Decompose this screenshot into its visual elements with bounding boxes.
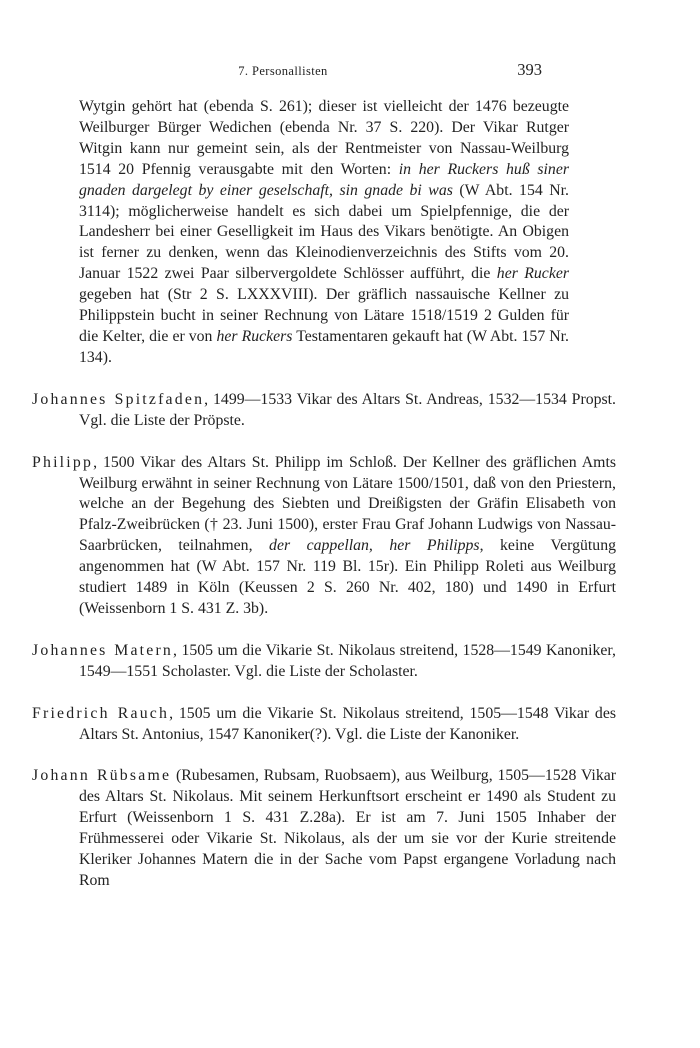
quotation: her Ruckers (216, 327, 293, 345)
person-name: Johannes Matern (32, 641, 174, 659)
quotation: der cappellan, her Philipps (269, 537, 480, 555)
person-entry (32, 453, 616, 620)
person-name: Philipp (32, 453, 94, 471)
text-run: (Rubesamen, Rubsam, Ruobsaem), aus Weilburg, 1505—1528 Vikar des Altars St. Nikolaus. Mit seinem Herkunftsort erscheint er 1490 als Student zu Erfurt (Weissenborn 1 S. 431 Z.28a). Er ist am 7. Juni 1505 Inhaber der Frühmesserei oder Vikarie St. Nikolaus, als der um sie vor der Kurie streitende Kleriker Johannes Matern die in der Sache vom Papst ergangene Vorladung nach Rom (79, 767, 616, 889)
paragraph-gap (0, 369, 700, 390)
person-name: Friedrich Rauch (32, 704, 170, 722)
text-run: , 1500 Vikar des Altars St. Philipp im Schloß. Der Kellner des gräflichen Amts Weilburg erwähnt in seiner Rechnung von Lätare 1500/1501, daß von den Priestern, welche an der Begehung des Siebten und Dreißigsten der Gräfin Elisabeth von Pfalz-Zweibrücken († 23. Juni 1500), erster Frau Graf Johann Ludwigs von Nassau-Saarbrücken, teilnahmen, (79, 453, 616, 555)
text-run: , keine Vergütung angenommen hat (W Abt. 157 Nr. 119 Bl. 15r). Ein Philipp Roleti aus Weilburg studiert 1489 in Köln (Keussen 2 S. 260 Nr. 402, 180) und 1490 in Erfurt (Weissenborn 1 S. 431 Z. 3b). (79, 537, 616, 617)
text-run: gegeben hat (Str 2 S. LXXXVIII). Der gräflich nassauische Kellner zu Philippstein bucht in seiner Rechnung von Lätare 1518/1519 2 Gulden für die Kelter, die er von (79, 286, 569, 345)
text-run: , 1499—1533 Vikar des Altars St. Andreas, 1532—1534 Propst. Vgl. die Liste der Pröpste. (79, 390, 616, 429)
page-number: 393 (517, 60, 542, 79)
running-head: 7. Personallisten (238, 64, 328, 78)
paragraph-gap (0, 745, 700, 766)
paragraph-gap (0, 620, 700, 641)
text-run: (W Abt. 154 Nr. 3114); möglicherweise handelt es sich dabei um Spielpfennige, die der Landesherr bei einer Geselligkeit im Haus des Vikars benötigte. An Obigen ist ferner zu denken, wenn das Kleinodienverzeichnis des Stifts vom 20. Januar 1522 zwei Paar silbervergoldete Schlösser aufführt, die (79, 181, 569, 283)
text-run: , 1505 um die Vikarie St. Nikolaus streitend, 1528—1549 Kanoniker, 1549—1551 Scholaster. Vgl. die Liste der Scholaster. (79, 641, 616, 680)
text-run: , 1505 um die Vikarie St. Nikolaus streitend, 1505—1548 Vikar des Altars St. Antonius, 1547 Kanoniker(?). Vgl. die Liste der Kanoniker. (79, 704, 616, 743)
person-name: Johann Rübsame (32, 767, 172, 785)
quotation: her Rucker (496, 265, 569, 283)
person-entry (32, 390, 616, 432)
quotation: in her Ruckers huß siner gnaden dargelegt by einer geselschaft, sin gnade bi was (79, 160, 569, 199)
paragraph-gap (0, 683, 700, 704)
person-entry (32, 641, 616, 683)
text-run: Testamentaren gekauft hat (W Abt. 157 Nr. 134). (79, 327, 569, 366)
person-entry (32, 766, 616, 891)
person-entry (32, 704, 616, 746)
person-name: Johannes Spitzfaden (32, 390, 205, 408)
continued-paragraph (0, 97, 569, 369)
page-body (0, 97, 700, 892)
paragraph-gap (0, 432, 700, 453)
text-run: Wytgin gehört hat (ebenda S. 261); dieser ist vielleicht der 1476 bezeugte Weilburger Bürger Wedichen (ebenda Nr. 37 S. 220). Der Vikar Rutger Witgin kann nur gemeint sein, als der Rentmeister von Nassau-Weilburg 1514 20 Pfennig verausgabte mit den Worten: (79, 98, 569, 178)
